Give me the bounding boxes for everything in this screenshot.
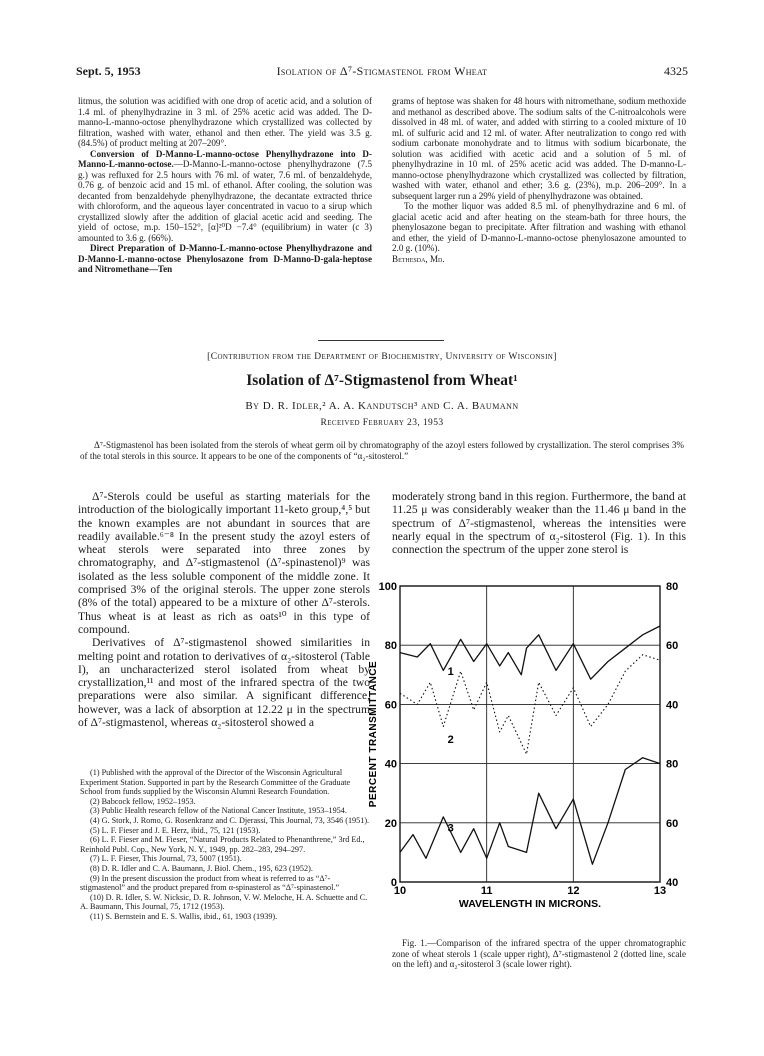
paragraph xyxy=(78,243,372,275)
header-page-number: 4325 xyxy=(664,64,688,78)
footnote: (3) Public Health research fellow of the National Cancer Institute, 1953–1954. xyxy=(90,806,347,816)
left-tick-label: 0 xyxy=(390,877,397,889)
signature-location: Bethesda, Md. xyxy=(392,253,445,264)
received-date: Received February 23, 1953 xyxy=(320,418,444,428)
left-tick-label: 60 xyxy=(384,699,397,712)
footnote: (10) D. R. Idler, S. W. Nicksic, D. R. Johnson, V. W. Meloche, H. A. Schuette and C. A. Baumann, This Journal, 75, 1712 (1953). xyxy=(80,892,368,912)
running-header xyxy=(76,64,688,80)
right-tick-label: 60 xyxy=(666,640,679,653)
footnote: (2) Babcock fellow, 1952–1953. xyxy=(90,796,196,806)
paragraph: moderately strong band in this region. Furthermore, the band at 11.25 μ was considerably weaker than the 11.46 μ band in the spectrum of Δ⁷-stigmastenol, whereas the intensities were nearly equal in the spectrum of α₂-sitosterol (Fig. 1). In this connection the spectrum of the upper zone sterol is xyxy=(392,490,686,557)
left-tick-label: 100 xyxy=(378,581,397,593)
right-tick-label: 60 xyxy=(666,817,679,830)
left-tick-label: 80 xyxy=(384,640,397,653)
paragraph-text: —D-Manno-L-manno-octose phenylhydrazone (7.5 g.) was refluxed for 2.5 hours with 76 ml. of water, 7.6 ml. of benzaldehyde, 0.76 g. of benzoic acid and 15 ml. of ethanol. After cooling, the solution was decanted from benzaldehyde phenylhydrazone, the decantate extracted thrice with chloroform, and the aqueous layer concentrated in vacuo to a sirup which crystallized slowly after the addition of glacial acetic acid and seeding. The yield of octose, m.p. 150–152°, [α]²⁰D −7.4° (equilibrium) in water (c 3) amounted to 3.6 g. (66%). xyxy=(78,159,372,243)
paragraph: Derivatives of Δ⁷-stigmastenol showed similarities in melting point and rotation to derivatives of α₂-sitosterol (Table I), an uncharacterized sterol isolated from wheat by crystallization,¹¹ and most of the infrared spectra of the two preparations were also similar. A significant difference, however, was a lack of absorption at 12.22 μ in the spectrum of Δ⁷-stigmastenol, whereas α₂-sitosterol showed a xyxy=(78,636,370,730)
x-tick-label: 11 xyxy=(480,885,493,897)
article-title: Isolation of Δ⁷-Stigmastenol from Wheat¹ xyxy=(246,372,518,389)
left-tick-label: 40 xyxy=(384,758,397,771)
main-right-column xyxy=(392,490,686,556)
main-left-column xyxy=(78,490,370,729)
footnote: (5) L. F. Fieser and J. E. Herz, ibid., 75, 121 (1953). xyxy=(90,825,261,835)
figure-caption: Fig. 1.—Comparison of the infrared spectra of the upper chromatographic zone of wheat sterols 1 (scale upper right), Δ⁷-stigmastenol 2 (dotted line, scale on the left) and α₂-sitosterol 3 (scale lower right). xyxy=(392,938,686,970)
spectra-curves xyxy=(400,626,660,864)
paragraph xyxy=(78,149,372,244)
right-tick-label: 80 xyxy=(666,758,679,771)
footnote: (6) L. F. Fieser and M. Fieser, “Natural Products Related to Phenanthrene,” 3rd Ed., Reinhold Publ. Cop., New York, N. Y., 1949, pp. 282–283, 294–297. xyxy=(80,835,365,854)
paragraph: grams of heptose was shaken for 48 hours with nitromethane, sodium methoxide and methanol as described above. The sodium salts of the C-nitroalcohols were dissolved in 48 ml. of water, and added with stirring to a cooled mixture of 10 ml. of sulfuric acid and 12 ml. of water. After neutralization to congo red with sodium carbonate monohydrate and to litmus with sodium bicarbonate, the solution was acidified with acetic acid and a solution of 5 ml. of phenylhydrazine in 10 ml. of 25% acetic acid was added. The D-manno-L-manno-octose phenylhydrazone which crystallized was collected by filtration, washed with water, ethanol and ether; 3.6 g. (23%), m.p. 206–209°. In a subsequent larger run a 29% yield of phenylhydrazone was obtained. xyxy=(392,96,686,201)
header-date: Sept. 5, 1953 xyxy=(76,64,141,78)
article-authors: By D. R. Idler,² A. A. Kandutsch³ and C. A. Baumann xyxy=(245,400,519,412)
top-right-column xyxy=(392,96,686,264)
curve-label-3: 3 xyxy=(447,822,454,835)
x-axis-label: WAVELENGTH IN MICRONS. xyxy=(458,898,602,910)
paragraph: Δ⁷-Sterols could be useful as starting materials for the introduction of the biologically important 11-keto group,⁴,⁵ but the known examples are not abundant in sources that are readily available.⁶⁻⁸ In the present study the azoyl esters of wheat sterols were separated into three zones by chromatography, and Δ⁷-stigmastenol (Δ⁷-spinastenol)⁹ was isolated as the less soluble component of the middle zone. It comprised 3% of the original sterols. The upper zone sterols (8% of the total) appeared to be a mixture of other Δ⁷-sterols. Thus wheat is at least as rich as oats¹⁰ in this type of compound. xyxy=(78,490,370,636)
x-tick-label: 13 xyxy=(653,885,667,897)
spectrum-curve-1 xyxy=(400,626,660,679)
divider xyxy=(318,340,444,341)
tick-labels xyxy=(379,581,679,897)
header-running-title: Isolation of Δ⁷-Stigmastenol from Wheat xyxy=(276,64,488,78)
contribution-line: [Contribution from the Department of Biochemistry, University of Wisconsin] xyxy=(207,352,557,362)
x-tick-label: 12 xyxy=(567,885,580,897)
right-tick-label: 40 xyxy=(666,699,679,712)
footnote: (7) L. F. Fieser, This Journal, 73, 5007 (1951). xyxy=(90,854,242,864)
abstract: Δ⁷-Stigmastenol has been isolated from the sterols of wheat germ oil by chromatography of the azoyl esters followed by crystallization. The sterol comprises 3% of the total sterols in this source. It appears to be one of the components of “α₂-sitosterol.” xyxy=(80,440,684,461)
footnotes xyxy=(80,768,370,922)
footnote: (8) D. R. Idler and C. A. Baumann, J. Biol. Chem., 195, 623 (1952). xyxy=(90,863,313,873)
paragraph: To the mother liquor was added 8.5 ml. of phenylhydrazine and 6 ml. of glacial acetic acid and after heating on the steam-bath for three hours, the phenylosazone began to precipitate. After filtration and washing with ethanol and ether, the yield of D-manno-L-manno-octose phenylosazone amounted to 2.0 g. (10%). xyxy=(392,201,686,253)
right-tick-label: 80 xyxy=(666,581,679,593)
top-left-column xyxy=(78,96,372,275)
spectrum-curve-3 xyxy=(400,758,660,865)
paragraph: litmus, the solution was acidified with one drop of acetic acid, and a solution of 1.4 ml. of phenylhydrazine in 3 ml. of 25% acetic acid was added. The D-manno-L-manno-octose phenylhydrazone which crystallized was collected by filtration, washed with water, ethanol and then ether. The yield was 3.5 g. (84.5%) of product melting at 207–209°. xyxy=(78,96,372,148)
y-axis-label: PERCENT TRANSMITTANCE xyxy=(368,660,379,808)
footnote: (4) G. Stork, J. Romo, G. Rosenkranz and C. Djerassi, This Journal, 73, 3546 (1951). xyxy=(90,815,370,825)
section-heading: Direct Preparation of D-Manno-L-manno-octose Phenylhydrazone and D-Manno-L-manno-octose Phenylosazone from D-Manno-D-gala-heptose and Nitromethane—Ten xyxy=(78,243,372,274)
right-tick-label: 40 xyxy=(666,877,679,889)
footnote: (11) S. Bernstein and E. S. Wallis, ibid., 61, 1903 (1939). xyxy=(90,911,278,921)
footnote: (9) In the present discussion the product from wheat is referred to as “Δ⁷-stigmastenol” and the product prepared from α-spinasterol as “Δ⁷-spinastenol.” xyxy=(80,873,340,893)
left-tick-label: 20 xyxy=(384,817,397,830)
infrared-spectrum-figure xyxy=(360,570,700,950)
curve-label-2: 2 xyxy=(447,733,454,746)
footnote: (1) Published with the approval of the Director of the Wisconsin Agricultural Experiment Station. Supported in part by the Research Committee of the Graduate School from funds supplied by the Wisconsin Alumni Research Foundation. xyxy=(80,768,351,797)
curve-label-1: 1 xyxy=(447,665,454,678)
x-tick-label: 10 xyxy=(393,885,407,897)
section-heading: Conversion of D-Manno-L-manno-octose Phenylhydrazone into D-Manno-L-manno-octose. xyxy=(78,148,372,169)
